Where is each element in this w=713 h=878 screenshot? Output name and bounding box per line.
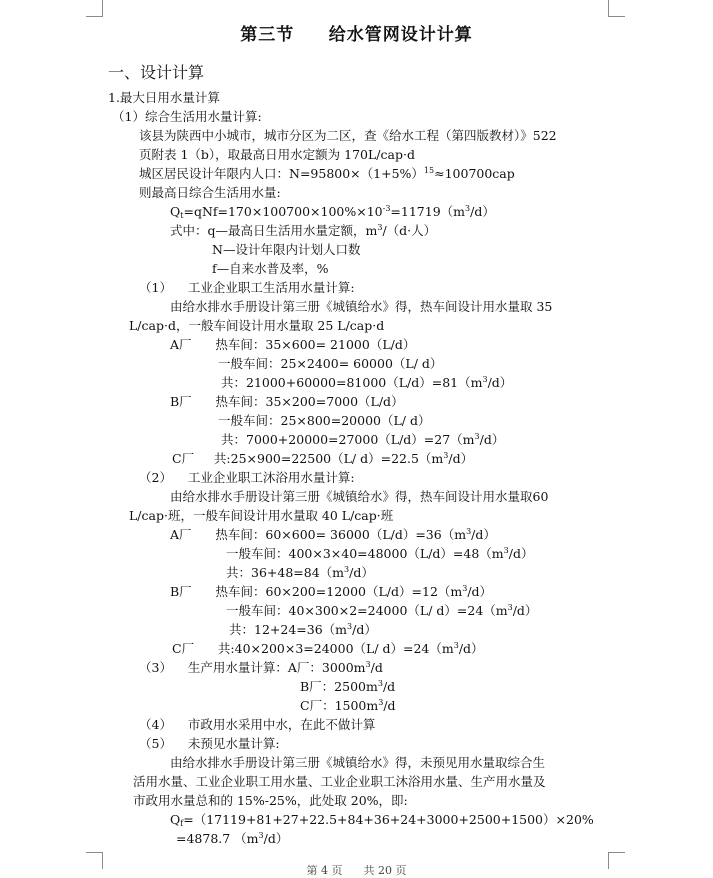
text-line: 一般车间：25×2400= 60000（L/ d）: [218, 356, 443, 371]
text-line: 活用水量、工业企业职工用水量、工业企业职工沐浴用水量、生产用水量及: [133, 774, 546, 789]
page-footer: 第 4 页 共 20 页: [306, 864, 407, 877]
text-line: 该县为陕西中小城市，城市分区为二区，查《给水工程（第四版教材）》522: [139, 128, 557, 143]
formula-line: $Q_t=qNf=170\times 100700\times 100\%\times 10^{-3}=11719(m^3/d)$: [170, 204, 495, 220]
text-line: 一般车间：25×800=20000（L/ d）: [218, 413, 431, 428]
text-line: （4） 市政用水采用中水，在此不做计算: [139, 717, 376, 732]
text-line: 共：$21000+60000=81000(L/d)=81(m^3/d)$: [221, 375, 513, 390]
text-line: 一般车间：40×300×2=24000（L/ $d)=24(m^3/d)$: [226, 603, 538, 618]
text-line: B厂：$2500m^3/d$: [300, 679, 396, 694]
text-line: 由给水排水手册设计第三册《城镇给水》得，热车间设计用水量取 35: [170, 299, 553, 314]
text-line: L/cap·d，一般车间设计用水量取 25 L/cap·d: [129, 318, 385, 333]
text-line: 共：$7000+20000=27000(L/d)=27(m^3/d)$: [221, 432, 505, 447]
text-line: B厂 热车间：$60\times 200=12000(L/d)=12(m^3/d)$: [170, 584, 493, 599]
formula-line: $Q_f=(17119+81+27+22.5+84+36+24+3000+2500+1500)\times 20\%$: [170, 812, 594, 828]
text-line: N—设计年限内计划人口数: [212, 242, 361, 257]
text-line: 由给水排水手册设计第三册《城镇给水》得，未预见用水量取综合生: [170, 755, 546, 770]
text-line: 市政用水量总和的 15%-25%，此处取 20%，即:: [133, 793, 408, 808]
text-line: （1） 工业企业职工生活用水量计算:: [139, 280, 355, 295]
text-line: A厂 热车间：$60\times 600= 36000(L/d)=36(m^3/d)$: [170, 527, 496, 542]
section-title: 第三节 给水管网设计计算: [240, 25, 473, 45]
text-line: 城区居民设计年限内人口：$N=95800\times(1+5\%)^{15}\approx 100700cap$: [139, 166, 515, 181]
text-line: 1.最大日用水量计算: [108, 90, 220, 105]
text-line: （5） 未预见水量计算:: [139, 736, 280, 751]
text-line: 共：$12+24=36(m^3/d)$: [229, 622, 377, 637]
page-corner-mark: [608, 0, 625, 17]
text-line: 则最高日综合生活用水量:: [139, 185, 281, 200]
text-line: 一般车间：$400\times 3\times 40=48000(L/d)=48(m^3/d)$: [226, 546, 534, 561]
text-line: 共：$36+48=84(m^3/d)$: [226, 565, 374, 580]
text-line: =4878.7 $(m^3/d)$: [176, 831, 289, 846]
text-line: C厂 共:40×200×3=24000（L/ $d)=24(m^3/d)$: [172, 641, 484, 656]
text-line: 由给水排水手册设计第三册《城镇给水》得，热车间设计用水量取60: [170, 489, 549, 504]
text-line: （1）综合生活用水量计算:: [112, 109, 262, 124]
text-line: A厂 热车间：35×600= 21000（L/d）: [170, 337, 416, 352]
text-line: C厂 共:25×900=22500（L/ $d)=22.5(m^3/d)$: [172, 451, 474, 466]
text-line: 式中：q—最高日生活用水量定额，$m^3/(d\cdot$人）: [170, 223, 437, 238]
text-line: C厂：$1500m^3/d$: [300, 698, 396, 713]
text-line: L/cap·班，一般车间设计用水量取 40 L/cap·班: [129, 508, 394, 523]
text-line: f—自来水普及率，%: [212, 261, 329, 276]
text-line: （2） 工业企业职工沐浴用水量计算:: [139, 470, 355, 485]
heading-design-calculation: 一、设计计算: [108, 63, 205, 82]
text-line: （3） 生产用水量计算：A厂：$3000m^3/d$: [139, 660, 383, 675]
text-line: B厂 热车间：35×200=7000（L/d）: [170, 394, 404, 409]
page-corner-mark: [86, 0, 103, 17]
text-line: 页附表 1（b），取最高日用水定额为 170L/cap·d: [139, 147, 415, 162]
